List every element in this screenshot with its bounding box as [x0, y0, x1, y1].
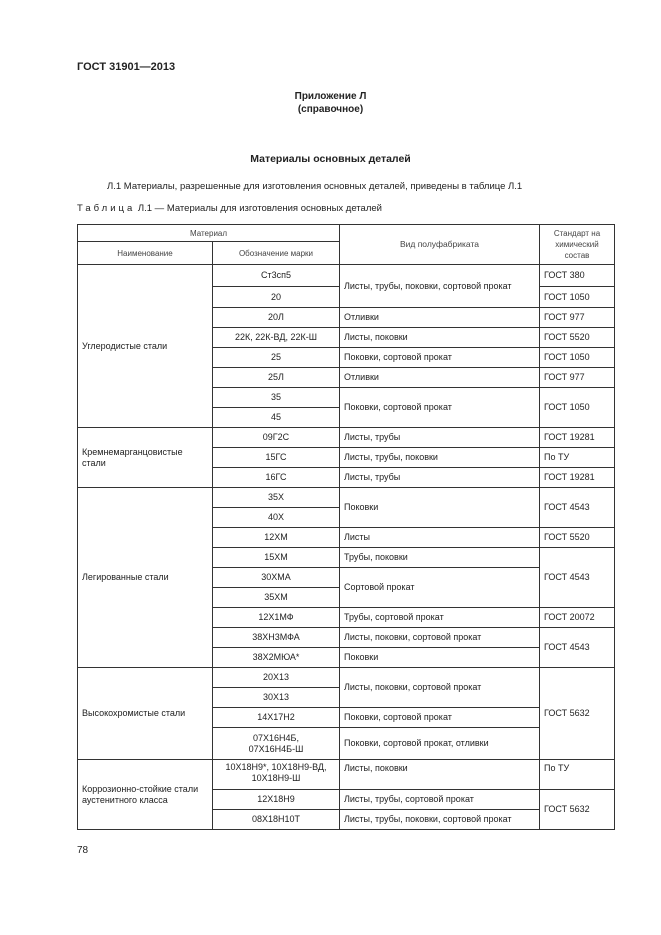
standard-cell: ГОСТ 5632 [540, 668, 615, 760]
product-cell: Листы, трубы, сортовой прокат [340, 790, 540, 810]
material-group-name: Коррозионно-стойкие стали аустенитного класса [78, 760, 213, 830]
product-cell: Поковки, сортовой прокат [340, 348, 540, 368]
grade-cell: 35 [213, 388, 340, 408]
product-cell: Поковки [340, 488, 540, 528]
standard-cell: ГОСТ 5632 [540, 790, 615, 830]
standard-cell: ГОСТ 1050 [540, 388, 615, 428]
grade-cell: 30ХМА [213, 568, 340, 588]
header-standard: Стандарт на химический состав [540, 225, 615, 265]
grade-cell: 15ГС [213, 448, 340, 468]
standard-cell: ГОСТ 380 [540, 265, 615, 287]
standard-cell: ГОСТ 4543 [540, 548, 615, 608]
grade-cell: 35Х [213, 488, 340, 508]
table-row [78, 428, 615, 448]
standard-cell: ГОСТ 4543 [540, 628, 615, 668]
grade-cell: 38Х2МЮА* [213, 648, 340, 668]
product-cell: Поковки, сортовой прокат, отливки [340, 728, 540, 760]
standard-cell: ГОСТ 977 [540, 308, 615, 328]
grade-line: 10Х18Н9-Ш [251, 773, 301, 783]
grade-cell: 45 [213, 408, 340, 428]
standard-cell: По ТУ [540, 760, 615, 790]
standard-cell: ГОСТ 5520 [540, 328, 615, 348]
product-cell: Листы, трубы, поковки [340, 448, 540, 468]
standard-cell: ГОСТ 977 [540, 368, 615, 388]
grade-cell: 20 [213, 287, 340, 308]
product-cell: Трубы, сортовой прокат [340, 608, 540, 628]
grade-cell: 38ХН3МФА [213, 628, 340, 648]
product-cell: Листы, трубы, поковки, сортовой прокат [340, 265, 540, 308]
grade-cell: 08Х18Н10Т [213, 810, 340, 830]
header-grade: Обозначение марки [213, 242, 340, 265]
material-group-name: Кремнемарганцовистые стали [78, 428, 213, 488]
grade-cell: 12Х18Н9 [213, 790, 340, 810]
standard-cell: ГОСТ 19281 [540, 428, 615, 448]
grade-cell: 30Х13 [213, 688, 340, 708]
grade-cell: 09Г2С [213, 428, 340, 448]
standard-cell: ГОСТ 5520 [540, 528, 615, 548]
grade-cell [213, 760, 340, 790]
product-cell: Листы, поковки, сортовой прокат [340, 628, 540, 648]
grade-cell: 14Х17Н2 [213, 708, 340, 728]
material-group-name: Углеродистые стали [78, 265, 213, 428]
header-material: Материал [78, 225, 340, 242]
grade-cell: 40Х [213, 508, 340, 528]
page-number: 78 [77, 845, 89, 856]
grade-cell: 22К, 22К-ВД, 22К-Ш [213, 328, 340, 348]
product-cell: Сортовой прокат [340, 568, 540, 608]
product-cell: Трубы, поковки [340, 548, 540, 568]
grade-cell: 15ХМ [213, 548, 340, 568]
section-title: Материалы основных деталей [250, 153, 411, 165]
table-caption-text: Л.1 — Материалы для изготовления основных деталей [135, 203, 382, 214]
material-group-name: Высокохромистые стали [78, 668, 213, 760]
table-row [78, 265, 615, 287]
grade-cell [213, 728, 340, 760]
product-cell: Листы, поковки [340, 328, 540, 348]
product-cell: Листы, поковки [340, 760, 540, 790]
standard-cell: ГОСТ 1050 [540, 287, 615, 308]
product-cell: Поковки, сортовой прокат [340, 388, 540, 428]
table-row [78, 488, 615, 508]
grade-cell: 35ХМ [213, 588, 340, 608]
grade-cell: 20Х13 [213, 668, 340, 688]
document-code: ГОСТ 31901—2013 [77, 61, 176, 73]
annex-type: (справочное) [297, 104, 364, 115]
grade-cell: 16ГС [213, 468, 340, 488]
grade-line: 07Х16Н4Б-Ш [248, 743, 304, 754]
product-cell: Листы [340, 528, 540, 548]
product-cell: Листы, трубы [340, 468, 540, 488]
table-caption [77, 203, 382, 214]
grade-line: 10Х18Н9*, 10Х18Н9-ВД, [225, 762, 327, 772]
grade-cell: 12ХМ [213, 528, 340, 548]
grade-line: 07Х16Н4Б, [253, 732, 299, 743]
product-cell: Поковки [340, 648, 540, 668]
product-cell: Листы, поковки, сортовой прокат [340, 668, 540, 708]
standard-cell: ГОСТ 1050 [540, 348, 615, 368]
materials-table [77, 224, 615, 830]
grade-cell: 25Л [213, 368, 340, 388]
material-group-name: Легированные стали [78, 488, 213, 668]
product-cell: Листы, трубы, поковки, сортовой прокат [340, 810, 540, 830]
header-name: Наименование [78, 242, 213, 265]
grade-cell: 12Х1МФ [213, 608, 340, 628]
annex-title: Приложение Л [294, 91, 367, 102]
grade-cell: Ст3сп5 [213, 265, 340, 287]
grade-cell: 25 [213, 348, 340, 368]
standard-cell: По ТУ [540, 448, 615, 468]
table-caption-prefix: Таблица [77, 203, 136, 214]
product-cell: Отливки [340, 368, 540, 388]
table-row [78, 760, 615, 790]
product-cell: Отливки [340, 308, 540, 328]
product-cell: Поковки, сортовой прокат [340, 708, 540, 728]
table-row [78, 668, 615, 688]
intro-paragraph: Л.1 Материалы, разрешенные для изготовления основных деталей, приведены в таблице Л.1 [107, 181, 523, 192]
grade-cell: 20Л [213, 308, 340, 328]
header-product: Вид полуфабриката [340, 225, 540, 265]
standard-cell: ГОСТ 20072 [540, 608, 615, 628]
standard-cell: ГОСТ 4543 [540, 488, 615, 528]
product-cell: Листы, трубы [340, 428, 540, 448]
standard-cell: ГОСТ 19281 [540, 468, 615, 488]
